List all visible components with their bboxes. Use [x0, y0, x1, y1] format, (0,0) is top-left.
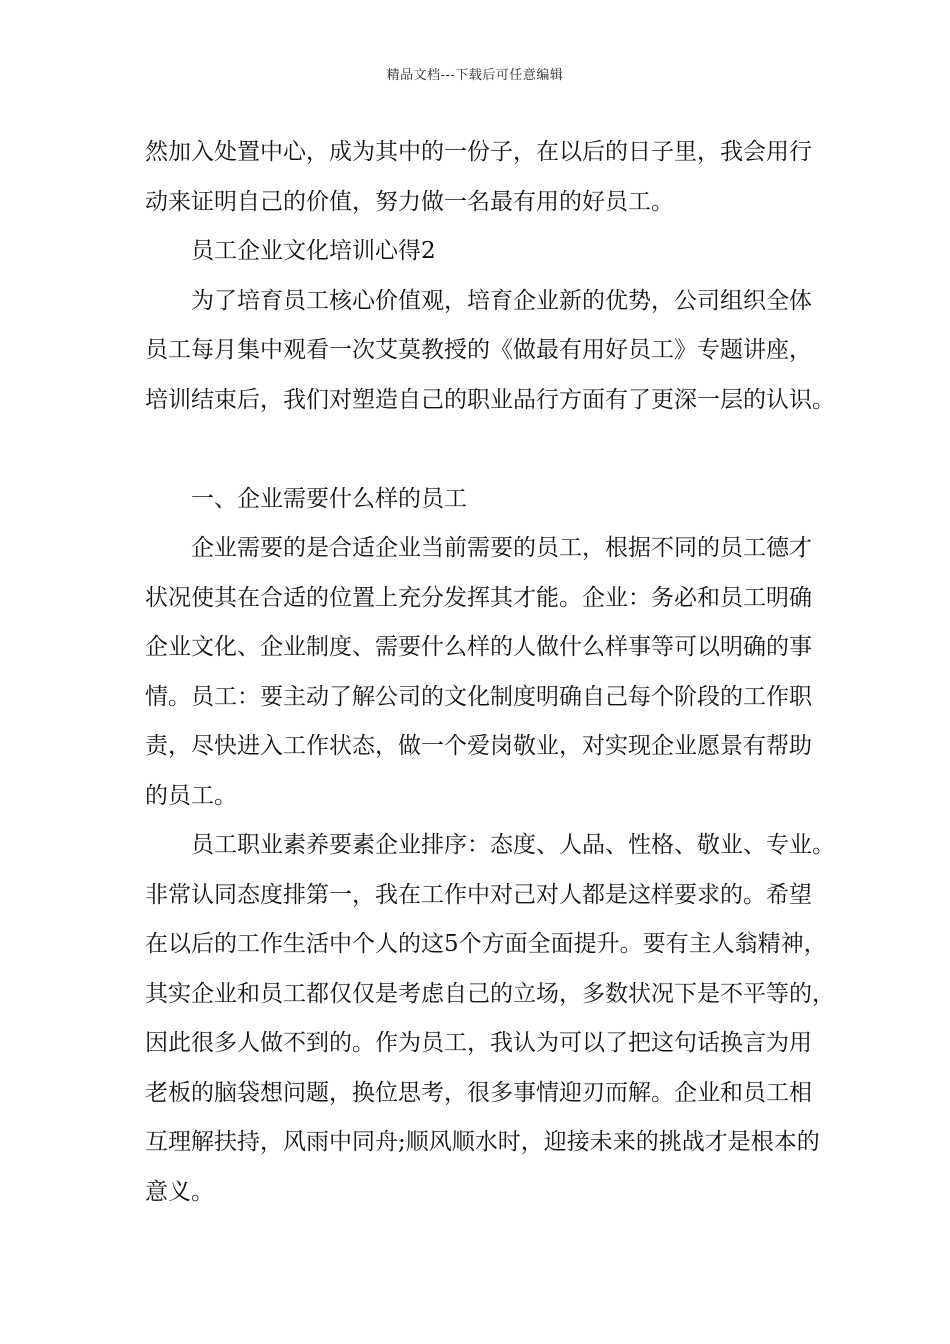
paragraph-line: 因此很多人做不到的。作为员工，我认为可以了把这句话换言为用: [145, 1030, 812, 1056]
paragraph-line: 其实企业和员工都仅仅是考虑自己的立场，多数状况下是不平等的，: [145, 980, 835, 1007]
page-header: 精品文档---下载后可任意编辑: [386, 68, 564, 83]
paragraph-line: 责，尽快进入工作状态，做一个爱岗敬业，对实现企业愿景有帮助: [145, 733, 812, 759]
paragraph-line: 非常认同态度排第一，我在工作中对己对人都是这样要求的。希望: [145, 881, 812, 908]
paragraph-line: 互理解扶持，风雨中同舟;顺风顺水时，迎接未来的挑战才是根本的: [145, 1129, 820, 1155]
paragraph-line: 状况使其在合适的位置上充分发挥其才能。企业：务必和员工明确: [145, 584, 812, 611]
blank-line: [145, 425, 817, 475]
paragraph-line: 员工每月集中观看一次艾莫教授的《做最有用好员工》专题讲座，: [145, 337, 812, 363]
paragraph-line: 在以后的工作生活中个人的这5个方面全面提升。要有主人翁精神，: [145, 931, 827, 957]
document-body: [145, 128, 835, 1217]
paragraph-line: 为了培育员工核心价值观，培育企业新的优势，公司组织全体: [191, 287, 812, 314]
section-heading: 一、企业需要什么样的员工: [191, 485, 467, 512]
paragraph-line: 的员工。: [145, 782, 237, 809]
paragraph-line: 培训结束后，我们对塑造自己的职业品行方面有了更深一层的认识。: [145, 386, 835, 413]
paragraph-line: 情。员工：要主动了解公司的文化制度明确自己每个阶段的工作职: [145, 683, 812, 710]
paragraph-line: 然加入处置中心，成为其中的一份子，在以后的日子里，我会用行: [145, 139, 812, 165]
paragraph-line: 企业需要的是合适企业当前需要的员工，根据不同的员工德才: [191, 535, 812, 561]
paragraph-line: 企业文化、企业制度、需要什么样的人做什么样事等可以明确的事: [145, 634, 812, 660]
paragraph-line: 员工职业素养要素企业排序：态度、人品、性格、敬业、专业。: [191, 832, 835, 858]
paragraph-line: 老板的脑袋想问题，换位思考，很多事情迎刃而解。企业和员工相: [145, 1079, 812, 1106]
section-title: 员工企业文化培训心得2: [191, 238, 436, 264]
paragraph-line: 意义。: [145, 1178, 214, 1205]
paragraph-line: 动来证明自己的价值，努力做一名最有用的好员工。: [145, 188, 674, 215]
